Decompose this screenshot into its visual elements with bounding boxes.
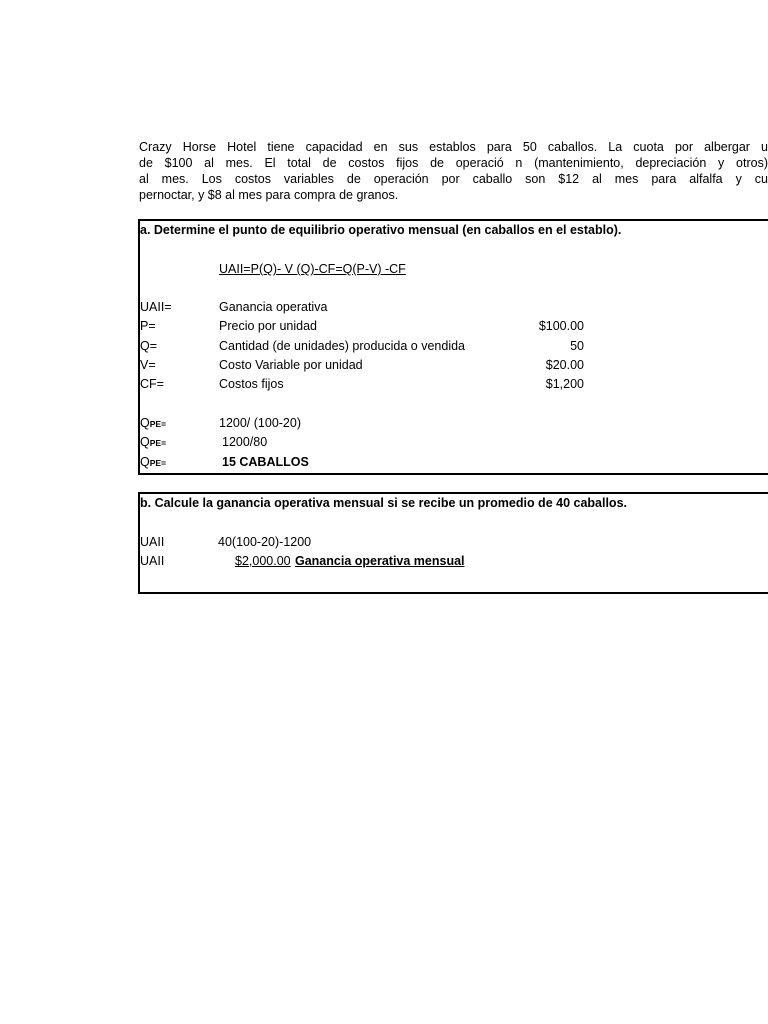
uaii-label: UAII [140, 554, 165, 568]
section-b-heading: b. Calcule la ganancia operativa mensual si se recibe un promedio de 40 caballos. [140, 496, 627, 510]
definition-symbol: CF= [140, 377, 164, 391]
statement-line: pernoctar, y $8 al mes para compra de granos. [139, 188, 399, 202]
problem-statement [139, 139, 768, 203]
qpe-subscript: PE= [149, 438, 167, 448]
definition-value: $20.00 [545, 358, 584, 372]
definition-value: $100.00 [538, 319, 584, 333]
definition-symbol: UAII= [140, 300, 172, 314]
uaii-description: Ganancia operativa mensual [295, 554, 465, 568]
statement-line: de $100 al mes. El total de costos fijos de operació n (mantenimiento, depreciación y otros) [139, 156, 768, 170]
definition-description: Costos fijos [219, 377, 284, 391]
definition-description: Cantidad (de unidades) producida o vendida [219, 339, 466, 353]
definition-symbol: Q= [140, 339, 158, 353]
qpe-subscript: PE= [149, 458, 167, 468]
definition-value: $1,200 [545, 377, 584, 391]
definition-value: 50 [570, 339, 584, 353]
formula: UAII=P(Q)- V (Q)-CF=Q(P-V) -CF [219, 262, 406, 276]
definition-symbol: P= [140, 319, 156, 333]
statement-line: al mes. Los costos variables de operación por caballo son $12 al mes para alfalfa y cu [139, 172, 768, 186]
definition-description: Costo Variable por unidad [219, 358, 363, 372]
definition-description: Ganancia operativa [219, 300, 328, 314]
qpe-step: 1200/80 [222, 435, 268, 449]
qpe-label [140, 414, 166, 432]
qpe-result: 15 CABALLOS [222, 455, 309, 469]
uaii-amount: $2,000.00 [235, 554, 291, 568]
qpe-label [140, 433, 166, 451]
qpe-subscript: PE= [149, 419, 167, 429]
definition-symbol: V= [140, 358, 156, 372]
uaii-expression: 40(100-20)-1200 [218, 535, 312, 549]
section-a-heading: a. Determine el punto de equilibrio operativo mensual (en caballos en el establo). [140, 223, 622, 237]
qpe-q: Q [140, 435, 150, 449]
qpe-step: 1200/ (100-20) [219, 416, 302, 430]
qpe-label [140, 453, 166, 471]
qpe-q: Q [140, 416, 150, 430]
statement-line: Crazy Horse Hotel tiene capacidad en sus establos para 50 caballos. La cuota por albergar u [139, 140, 768, 154]
section-a-box [138, 219, 768, 475]
uaii-label: UAII [140, 535, 165, 549]
section-b-box [138, 492, 768, 594]
qpe-q: Q [140, 455, 150, 469]
definition-description: Precio por unidad [219, 319, 317, 333]
